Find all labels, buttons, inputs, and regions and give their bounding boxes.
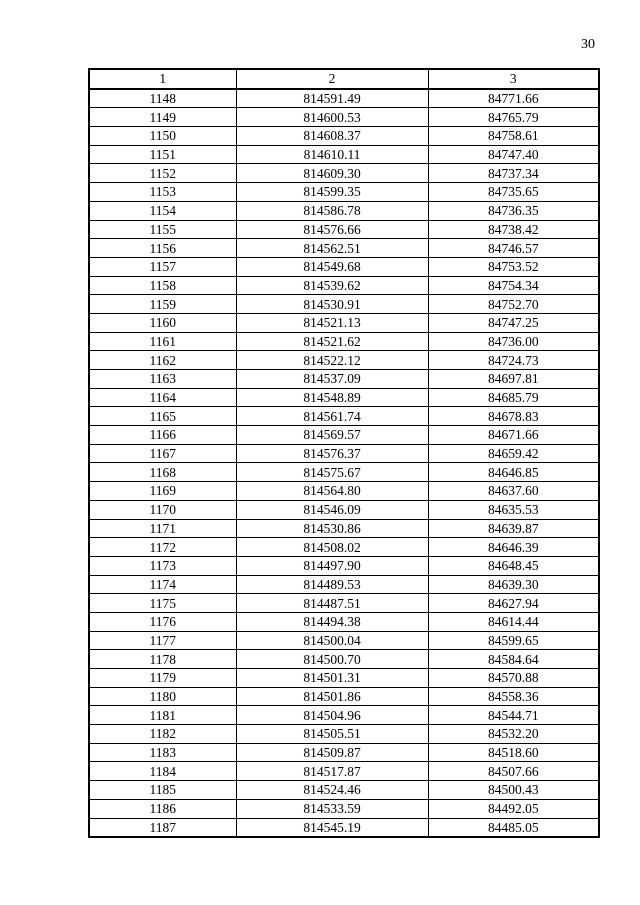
y-coordinate-cell: 84746.57 (428, 239, 599, 258)
y-coordinate-cell: 84507.66 (428, 762, 599, 781)
x-coordinate-cell: 814561.74 (236, 407, 428, 426)
y-coordinate-cell: 84558.36 (428, 687, 599, 706)
y-coordinate-cell: 84753.52 (428, 257, 599, 276)
x-coordinate-cell: 814500.70 (236, 650, 428, 669)
column-header-3: 3 (428, 69, 599, 89)
point-number-cell: 1150 (89, 127, 236, 146)
table-body (89, 89, 599, 838)
x-coordinate-cell: 814521.13 (236, 313, 428, 332)
x-coordinate-cell: 814591.49 (236, 89, 428, 108)
x-coordinate-cell: 814562.51 (236, 239, 428, 258)
x-coordinate-cell: 814524.46 (236, 781, 428, 800)
table-row (89, 239, 599, 258)
table-row (89, 164, 599, 183)
coordinates-table (88, 68, 600, 838)
y-coordinate-cell: 84532.20 (428, 725, 599, 744)
x-coordinate-cell: 814501.31 (236, 669, 428, 688)
table-row (89, 594, 599, 613)
table-row (89, 799, 599, 818)
table-header-row (89, 69, 599, 89)
point-number-cell: 1175 (89, 594, 236, 613)
x-coordinate-cell: 814489.53 (236, 575, 428, 594)
y-coordinate-cell: 84599.65 (428, 631, 599, 650)
y-coordinate-cell: 84570.88 (428, 669, 599, 688)
y-coordinate-cell: 84765.79 (428, 108, 599, 127)
point-number-cell: 1152 (89, 164, 236, 183)
point-number-cell: 1186 (89, 799, 236, 818)
x-coordinate-cell: 814600.53 (236, 108, 428, 127)
y-coordinate-cell: 84735.65 (428, 183, 599, 202)
point-number-cell: 1148 (89, 89, 236, 108)
point-number-cell: 1160 (89, 313, 236, 332)
x-coordinate-cell: 814546.09 (236, 500, 428, 519)
y-coordinate-cell: 84637.60 (428, 482, 599, 501)
y-coordinate-cell: 84724.73 (428, 351, 599, 370)
x-coordinate-cell: 814505.51 (236, 725, 428, 744)
table-row (89, 743, 599, 762)
x-coordinate-cell: 814576.37 (236, 444, 428, 463)
x-coordinate-cell: 814569.57 (236, 426, 428, 445)
point-number-cell: 1181 (89, 706, 236, 725)
point-number-cell: 1153 (89, 183, 236, 202)
point-number-cell: 1164 (89, 388, 236, 407)
point-number-cell: 1173 (89, 556, 236, 575)
x-coordinate-cell: 814537.09 (236, 370, 428, 389)
point-number-cell: 1172 (89, 538, 236, 557)
page-number: 30 (581, 37, 595, 52)
point-number-cell: 1171 (89, 519, 236, 538)
x-coordinate-cell: 814533.59 (236, 799, 428, 818)
table-row (89, 183, 599, 202)
table-row (89, 295, 599, 314)
point-number-cell: 1154 (89, 201, 236, 220)
x-coordinate-cell: 814521.62 (236, 332, 428, 351)
y-coordinate-cell: 84627.94 (428, 594, 599, 613)
x-coordinate-cell: 814517.87 (236, 762, 428, 781)
table-row (89, 725, 599, 744)
table-row (89, 687, 599, 706)
table-row (89, 276, 599, 295)
point-number-cell: 1187 (89, 818, 236, 837)
point-number-cell: 1182 (89, 725, 236, 744)
table-row (89, 575, 599, 594)
table-row (89, 706, 599, 725)
point-number-cell: 1167 (89, 444, 236, 463)
x-coordinate-cell: 814530.86 (236, 519, 428, 538)
point-number-cell: 1159 (89, 295, 236, 314)
x-coordinate-cell: 814564.80 (236, 482, 428, 501)
point-number-cell: 1157 (89, 257, 236, 276)
table-row (89, 818, 599, 837)
table-row (89, 612, 599, 631)
table-row (89, 313, 599, 332)
point-number-cell: 1151 (89, 145, 236, 164)
point-number-cell: 1184 (89, 762, 236, 781)
y-coordinate-cell: 84639.87 (428, 519, 599, 538)
y-coordinate-cell: 84614.44 (428, 612, 599, 631)
point-number-cell: 1162 (89, 351, 236, 370)
point-number-cell: 1174 (89, 575, 236, 594)
table-row (89, 127, 599, 146)
x-coordinate-cell: 814548.89 (236, 388, 428, 407)
y-coordinate-cell: 84492.05 (428, 799, 599, 818)
table-row (89, 556, 599, 575)
y-coordinate-cell: 84752.70 (428, 295, 599, 314)
point-number-cell: 1179 (89, 669, 236, 688)
x-coordinate-cell: 814509.87 (236, 743, 428, 762)
point-number-cell: 1161 (89, 332, 236, 351)
x-coordinate-cell: 814539.62 (236, 276, 428, 295)
x-coordinate-cell: 814545.19 (236, 818, 428, 837)
y-coordinate-cell: 84584.64 (428, 650, 599, 669)
column-header-1: 1 (89, 69, 236, 89)
y-coordinate-cell: 84754.34 (428, 276, 599, 295)
y-coordinate-cell: 84736.35 (428, 201, 599, 220)
table-row (89, 631, 599, 650)
y-coordinate-cell: 84646.39 (428, 538, 599, 557)
table-row (89, 332, 599, 351)
y-coordinate-cell: 84544.71 (428, 706, 599, 725)
y-coordinate-cell: 84639.30 (428, 575, 599, 594)
x-coordinate-cell: 814500.04 (236, 631, 428, 650)
table-row (89, 538, 599, 557)
point-number-cell: 1168 (89, 463, 236, 482)
x-coordinate-cell: 814487.51 (236, 594, 428, 613)
table-row (89, 220, 599, 239)
y-coordinate-cell: 84678.83 (428, 407, 599, 426)
point-number-cell: 1170 (89, 500, 236, 519)
table-row (89, 781, 599, 800)
table-row (89, 669, 599, 688)
y-coordinate-cell: 84747.40 (428, 145, 599, 164)
table-row (89, 351, 599, 370)
point-number-cell: 1169 (89, 482, 236, 501)
y-coordinate-cell: 84737.34 (428, 164, 599, 183)
point-number-cell: 1185 (89, 781, 236, 800)
x-coordinate-cell: 814530.91 (236, 295, 428, 314)
y-coordinate-cell: 84518.60 (428, 743, 599, 762)
y-coordinate-cell: 84635.53 (428, 500, 599, 519)
x-coordinate-cell: 814599.35 (236, 183, 428, 202)
x-coordinate-cell: 814497.90 (236, 556, 428, 575)
point-number-cell: 1176 (89, 612, 236, 631)
point-number-cell: 1158 (89, 276, 236, 295)
y-coordinate-cell: 84697.81 (428, 370, 599, 389)
x-coordinate-cell: 814522.12 (236, 351, 428, 370)
x-coordinate-cell: 814508.02 (236, 538, 428, 557)
point-number-cell: 1165 (89, 407, 236, 426)
table-row (89, 145, 599, 164)
x-coordinate-cell: 814609.30 (236, 164, 428, 183)
point-number-cell: 1180 (89, 687, 236, 706)
column-header-2: 2 (236, 69, 428, 89)
table-row (89, 500, 599, 519)
x-coordinate-cell: 814501.86 (236, 687, 428, 706)
y-coordinate-cell: 84648.45 (428, 556, 599, 575)
x-coordinate-cell: 814586.78 (236, 201, 428, 220)
x-coordinate-cell: 814608.37 (236, 127, 428, 146)
point-number-cell: 1163 (89, 370, 236, 389)
point-number-cell: 1166 (89, 426, 236, 445)
y-coordinate-cell: 84671.66 (428, 426, 599, 445)
point-number-cell: 1155 (89, 220, 236, 239)
table-row (89, 108, 599, 127)
table-row (89, 388, 599, 407)
table-row (89, 370, 599, 389)
x-coordinate-cell: 814549.68 (236, 257, 428, 276)
x-coordinate-cell: 814575.67 (236, 463, 428, 482)
y-coordinate-cell: 84500.43 (428, 781, 599, 800)
table-row (89, 482, 599, 501)
y-coordinate-cell: 84646.85 (428, 463, 599, 482)
table-row (89, 201, 599, 220)
table-row (89, 426, 599, 445)
table-row (89, 762, 599, 781)
point-number-cell: 1178 (89, 650, 236, 669)
y-coordinate-cell: 84685.79 (428, 388, 599, 407)
table-row (89, 519, 599, 538)
point-number-cell: 1149 (89, 108, 236, 127)
y-coordinate-cell: 84659.42 (428, 444, 599, 463)
table-row (89, 407, 599, 426)
x-coordinate-cell: 814576.66 (236, 220, 428, 239)
point-number-cell: 1156 (89, 239, 236, 258)
table-row (89, 257, 599, 276)
y-coordinate-cell: 84736.00 (428, 332, 599, 351)
x-coordinate-cell: 814494.38 (236, 612, 428, 631)
y-coordinate-cell: 84738.42 (428, 220, 599, 239)
point-number-cell: 1183 (89, 743, 236, 762)
point-number-cell: 1177 (89, 631, 236, 650)
table-row (89, 89, 599, 108)
y-coordinate-cell: 84758.61 (428, 127, 599, 146)
y-coordinate-cell: 84485.05 (428, 818, 599, 837)
table-row (89, 444, 599, 463)
table-row (89, 650, 599, 669)
y-coordinate-cell: 84747.25 (428, 313, 599, 332)
x-coordinate-cell: 814610.11 (236, 145, 428, 164)
table-row (89, 463, 599, 482)
y-coordinate-cell: 84771.66 (428, 89, 599, 108)
x-coordinate-cell: 814504.96 (236, 706, 428, 725)
